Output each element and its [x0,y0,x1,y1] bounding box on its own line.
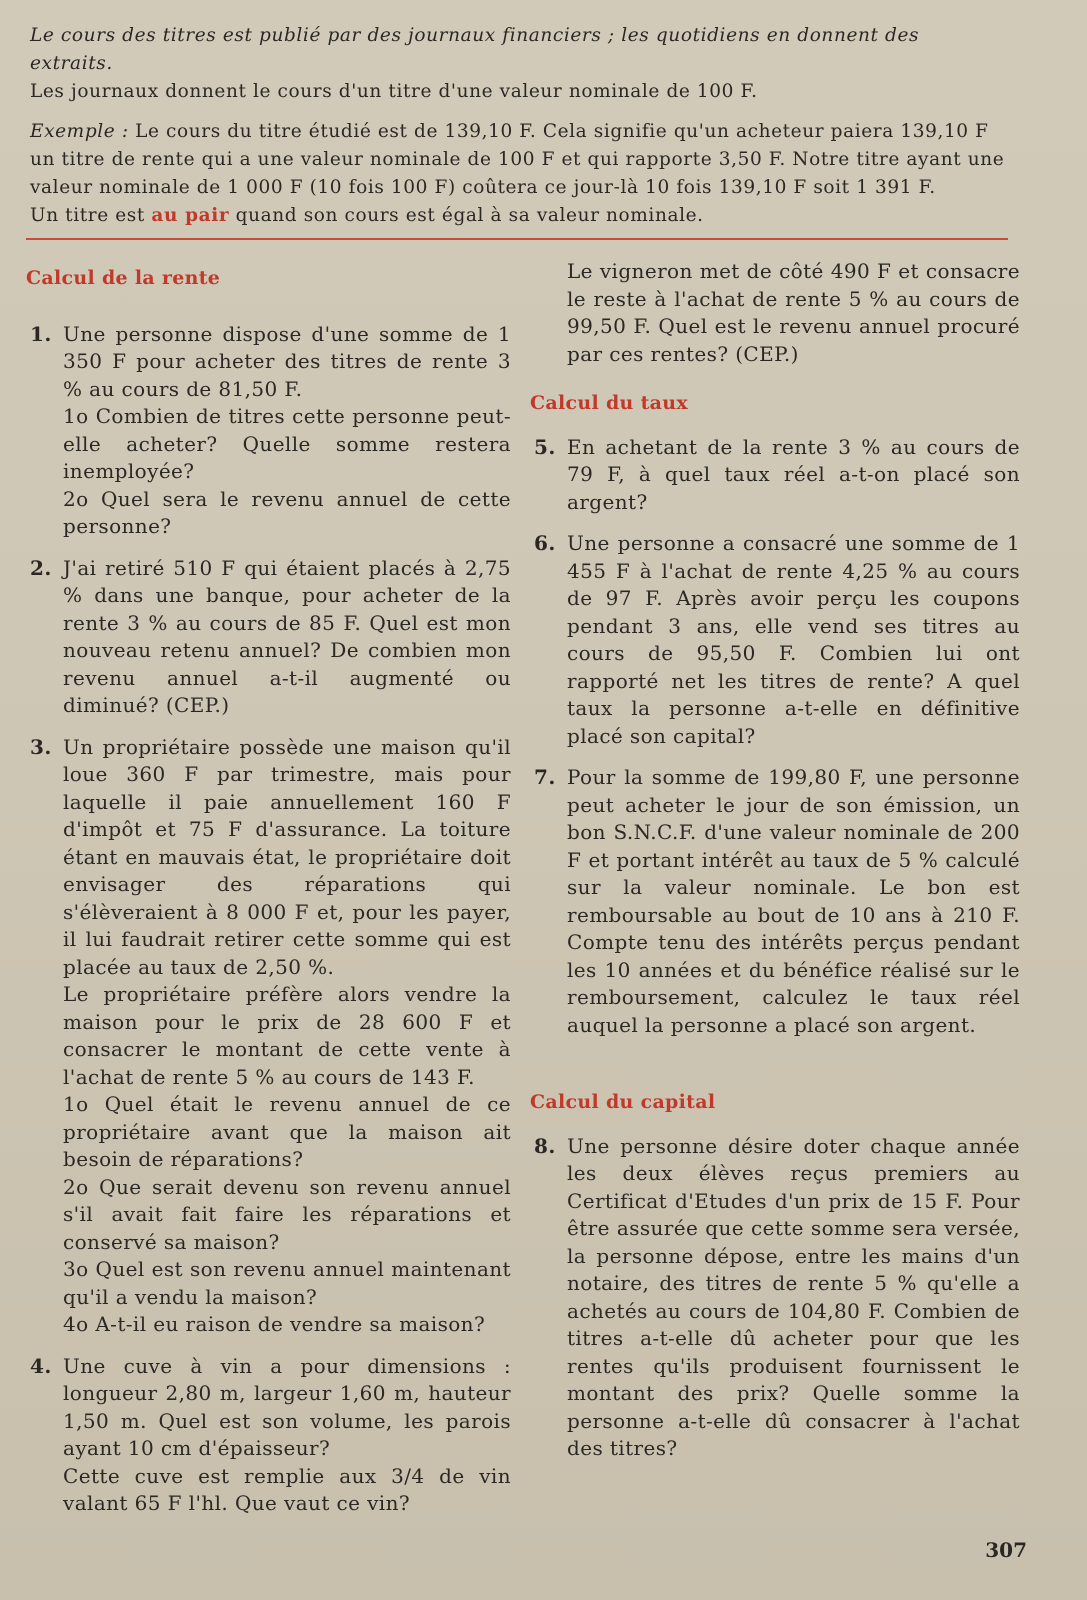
exercise-text: Un propriétaire possède une maison qu'il loue 360 F par trimestre, mais pour laquelle il paie annuellement 160 F d'impôt et 75 F d'assurance. La toiture étant en mauvais état, le propriétaire doit envisager des réparations qui s'élèveraient à 8 000 F et, pour les payer, il lui faudrait retirer cette somme qui est placée au taux de 2,50 %. [63,734,511,979]
left-column [26,265,511,1532]
exercise-number: 5. [534,434,556,459]
page-number: 307 [985,1538,1027,1562]
exercise-text: J'ai retiré 510 F qui étaient placés à 2,75 % dans une banque, pour acheter de la rente 3 % au cours de 85 F. Quel est mon nouveau retenu annuel? De combien mon revenu annuel a-t-il augmenté ou diminué? (CEP.) [63,555,511,717]
exercise-1 [26,321,511,541]
exercise-question: 2o Quel sera le revenu annuel de cette personne? [63,486,511,538]
section-title-taux: Calcul du taux [530,392,689,414]
pair-after: quand son cours est égal à sa valeur nominale. [235,205,704,226]
exercise-text: Pour la somme de 199,80 F, une personne peut acheter le jour de son émission, un bon S.N.C.F. d'une valeur nominale de 200 F et portant intérêt au taux de 5 % calculé sur la valeur nominale. Le bon est remboursable au bout de 10 ans à 210 F. Compte tenu des intérêts perçus pendant les 10 années et du bénéfice réalisé sur le remboursement, calculez le taux réel auquel la personne a placé son argent. [567,765,1020,1037]
intro-line-2: Les journaux donnent le cours d'un titre d'une valeur nominale de 100 F. [30,81,758,102]
pair-definition [30,202,1005,230]
exercise-8 [530,1133,1020,1463]
exercise-text: Le propriétaire préfère alors vendre la maison pour le prix de 28 600 F et consacrer le montant de cette vente à l'achat de rente 5 % au cours de 143 F. [63,982,511,1089]
exercise-text: Une cuve à vin a pour dimensions : longueur 2,80 m, largeur 1,60 m, hauteur 1,50 m. Quel est son volume, les parois ayant 10 cm d'épaisseur? [63,1353,511,1460]
exercise-question: 3o Quel est son revenu annuel maintenant qu'il a vendu la maison? [63,1257,511,1309]
exercise-text: Une personne dispose d'une somme de 1 350 F pour acheter des titres de rente 3 % au cours de 81,50 F. [63,321,511,401]
section-divider [26,238,1008,240]
exercise-7 [530,764,1020,1039]
exercise-number: 3. [30,734,52,759]
exercise-number: 7. [534,765,556,789]
pair-before: Un titre est [30,205,145,226]
exercise-text: Une personne désire doter chaque année les deux élèves reçus premiers au Certificat d'Etudes d'un prix de 15 F. Pour être assurée que cette somme sera versée, la personne dépose, entre les mains d'un notaire, des titres de rente 5 % qu'elle a achetés au cours de 104,80 F. Combien de titres a-t-elle dû acheter pour que les rentes qu'ils produisent fournissent le montant des prix? Quelle somme la personne a-t-elle dû consacrer à l'achat des titres? [567,1133,1020,1460]
exercise-number: 1. [30,321,52,346]
exercise-number: 8. [534,1133,556,1158]
exercise-3 [26,734,511,1339]
exercise-2 [26,555,511,720]
exercise-number: 2. [30,555,52,580]
section-title-rente: Calcul de la rente [26,267,221,289]
exercise-text: En achetant de la rente 3 % au cours de 79 F, à quel taux réel a-t-on placé son argent? [567,434,1020,514]
example-paragraph [30,118,1005,202]
exercise-question: 4o A-t-il eu raison de vendre sa maison? [63,1312,486,1336]
pair-term: au pair [151,205,230,226]
exercise-question: 2o Que serait devenu son revenu annuel s'il avait fait faire les réparations et conservé sa maison? [63,1174,511,1254]
example-text: Le cours du titre étudié est de 139,10 F. Cela signifie qu'un acheteur paiera 139,10 F un titre de rente qui a une valeur nominale de 100 F et qui rapporte 3,50 F. Notre titre ayant une valeur nominale de 1 000 F (10 fois 100 F) coûtera ce jour-là 10 fois 139,10 F soit 1 391 F. [30,121,1005,198]
exercise-6 [530,530,1020,750]
exercise-4 [26,1353,511,1518]
exercise-text: Une personne a consacré une somme de 1 455 F à l'achat de rente 4,25 % au cours de 97 F. Après avoir perçu les coupons pendant 3 ans, elle vend ses titres au cours de 95,50 F. Combien lui ont rapporté net les titres de rente? A quel taux la personne a-t-elle en définitive placé son capital? [567,531,1020,748]
intro-line-1: Le cours des titres est publié par des journaux financiers ; les quotidiens en donnent des extraits. [30,25,920,74]
exercise-4-continuation: Le vigneron met de côté 490 F et consacre le reste à l'achat de rente 5 % au cours de 99,50 F. Quel est le revenu annuel procuré par ces rentes? (CEP.) [567,259,1020,366]
exercise-text: Cette cuve est remplie aux 3/4 de vin valant 65 F l'hl. Que vaut ce vin? [63,1463,511,1515]
exercise-number: 6. [534,531,556,555]
right-column [530,258,1020,1477]
example-label: Exemple : [30,121,129,142]
exercise-number: 4. [30,1353,52,1378]
exercise-question: 1o Combien de titres cette personne peut-elle acheter? Quelle somme restera inemployée? [63,404,511,483]
exercise-5 [530,434,1020,517]
section-title-capital: Calcul du capital [530,1091,716,1113]
exercise-question: 1o Quel était le revenu annuel de ce propriétaire avant que la maison ait besoin de réparations? [63,1092,511,1171]
intro-block [30,22,1005,230]
